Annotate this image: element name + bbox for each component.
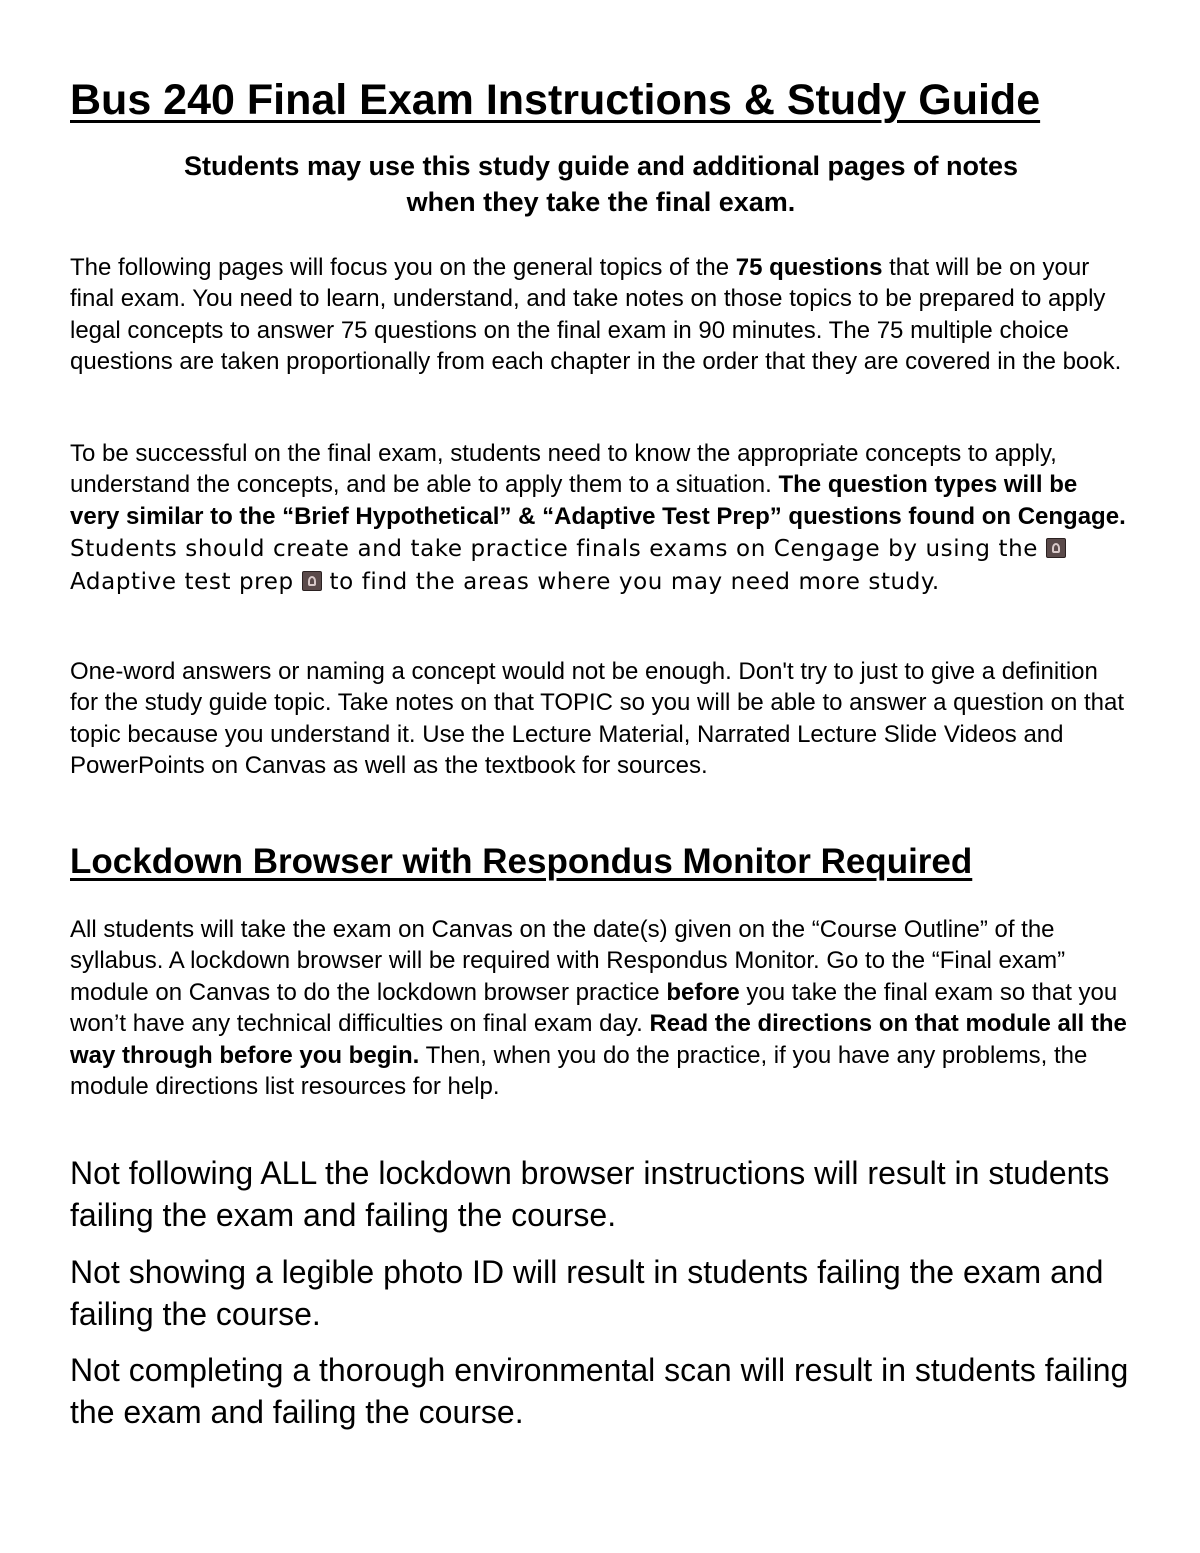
intro-paragraph-1 bbox=[70, 252, 1132, 378]
lockdown-bold-read-directions: Read the directions on that module all the way through before you begin. bbox=[70, 1010, 1127, 1069]
adaptive-test-prep-icon bbox=[302, 571, 322, 591]
subtitle bbox=[70, 148, 1132, 220]
lockdown-text-a: All students will take the exam on Canvas on the date(s) given on the “Course Outline” of the syllabus. A lockdown browser will be required with Respondus Monitor. Go to the “Final exam” module on Canvas to do the lockdown browser practice bbox=[70, 916, 1066, 1006]
intro-p1-text-b: that will be on your final exam. You need to learn, understand, and take notes on those topics to be prepared to apply legal concepts to answer 75 questions on the final exam in 90 minutes. The 75 multiple choice questions are taken proportionally from each chapter in the order that they are covered in the book. bbox=[70, 254, 1122, 376]
intro-p1-text-a: The following pages will focus you on the general topics of the bbox=[70, 254, 736, 281]
intro-p2-text-d: to find the areas where you may need more study. bbox=[321, 568, 940, 595]
page-title: Bus 240 Final Exam Instructions & Study Guide bbox=[70, 76, 1041, 124]
intro-p1-bold: 75 questions bbox=[735, 254, 883, 281]
subtitle-line-1: Students may use this study guide and additional pages of notes bbox=[183, 151, 1019, 181]
lockdown-paragraph bbox=[70, 914, 1132, 1102]
subtitle-line-2: when they take the final exam. bbox=[406, 187, 796, 217]
lockdown-text-b: you take the final exam so that you won’t have any technical difficulties on final exam day. bbox=[70, 978, 1118, 1038]
warning-photo-id: Not showing a legible photo ID will result in students failing the exam and failing the course. bbox=[70, 1254, 1104, 1332]
intro-p2-bold: The question types will be very similar to the “Brief Hypothetical” & “Adaptive Test Prep” questions found on Cengage. bbox=[70, 471, 1126, 530]
intro-p2-text-a: To be successful on the final exam, students need to know the appropriate concepts to apply, understand the concepts, and be able to apply them to a situation. bbox=[70, 440, 1057, 499]
intro-p2-text-c: Adaptive test prep bbox=[70, 568, 302, 595]
intro-paragraph-2 bbox=[70, 438, 1132, 598]
intro-paragraph-3: One-word answers or naming a concept would not be enough. Don't try to just to give a definition for the study guide topic. Take notes on that TOPIC so you will be able to answer a question on that topic because you understand it. Use the Lecture Material, Narrated Lecture Slide Videos and PowerPoints on Canvas as well as the textbook for sources. bbox=[70, 658, 1124, 780]
lockdown-text-c: Then, when you do the practice, if you have any problems, the module directions list resources for help. bbox=[70, 1041, 1088, 1101]
lockdown-heading: Lockdown Browser with Respondus Monitor Required bbox=[70, 842, 973, 881]
lockdown-bold-before: before bbox=[666, 978, 740, 1006]
warning-lockdown-instructions: Not following ALL the lockdown browser instructions will result in students failing the exam and failing the course. bbox=[70, 1155, 1110, 1233]
adaptive-test-prep-icon bbox=[1046, 538, 1066, 558]
warning-environmental-scan: Not completing a thorough environmental scan will result in students failing the exam and failing the course. bbox=[70, 1352, 1129, 1430]
intro-p2-text-b: Students should create and take practice finals exams on Cengage by using the bbox=[70, 536, 1046, 563]
